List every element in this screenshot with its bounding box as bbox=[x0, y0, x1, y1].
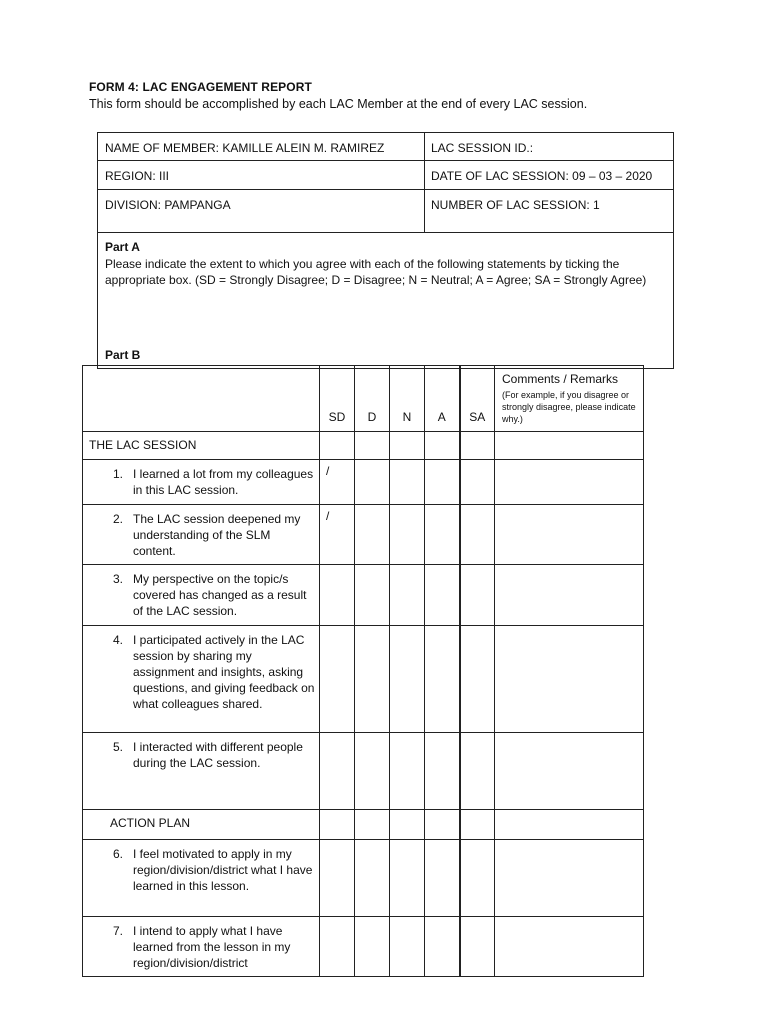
comments-cell[interactable] bbox=[495, 460, 644, 505]
rating-cell[interactable] bbox=[390, 917, 425, 977]
comments-cell[interactable] bbox=[495, 733, 644, 810]
blank-cell bbox=[390, 432, 425, 460]
statement-cell bbox=[83, 505, 320, 565]
comments-cell[interactable] bbox=[495, 626, 644, 733]
blank-cell bbox=[425, 432, 460, 460]
rating-cell[interactable] bbox=[390, 505, 425, 565]
table-row bbox=[83, 626, 644, 733]
rating-cell[interactable] bbox=[355, 733, 390, 810]
statement-cell bbox=[83, 565, 320, 626]
rating-cell[interactable] bbox=[460, 505, 495, 565]
comments-note: (For example, if you disagree or strongly disagree, please indicate why.) bbox=[502, 390, 636, 424]
rating-cell[interactable] bbox=[425, 460, 460, 505]
comments-header bbox=[495, 366, 644, 432]
table-row bbox=[83, 505, 644, 565]
scale-a-header: A bbox=[425, 366, 460, 432]
statement-text: I feel motivated to apply in my region/division/district what I have learned in this lesson. bbox=[133, 847, 313, 893]
rating-cell[interactable] bbox=[460, 917, 495, 977]
rating-sd-cell[interactable]: / bbox=[320, 460, 355, 505]
session-id-field: LAC SESSION ID.: bbox=[431, 141, 534, 155]
rating-cell[interactable] bbox=[460, 733, 495, 810]
statement bbox=[83, 626, 319, 712]
blank-cell bbox=[320, 810, 355, 840]
blank-cell bbox=[425, 810, 460, 840]
rating-cell[interactable] bbox=[460, 840, 495, 917]
statement-text: My perspective on the topic/s covered has changed as a result of the LAC session. bbox=[133, 572, 307, 618]
statement bbox=[83, 733, 319, 771]
blank-cell bbox=[355, 432, 390, 460]
comments-cell[interactable] bbox=[495, 565, 644, 626]
rating-cell[interactable] bbox=[460, 460, 495, 505]
comments-cell[interactable] bbox=[495, 917, 644, 977]
statement bbox=[83, 565, 319, 619]
statement-text: I learned a lot from my colleagues in this LAC session. bbox=[133, 467, 314, 497]
scale-d-header: D bbox=[355, 366, 390, 432]
statement-number: 3. bbox=[112, 572, 123, 586]
blank-cell bbox=[460, 432, 495, 460]
section-label: ACTION PLAN bbox=[83, 810, 320, 840]
statement-number: 5. bbox=[112, 740, 123, 754]
engagement-table bbox=[82, 365, 644, 977]
blank-cell bbox=[390, 810, 425, 840]
statement bbox=[83, 460, 319, 498]
section-row bbox=[83, 432, 644, 460]
rating-cell[interactable] bbox=[355, 840, 390, 917]
rating-sd-cell[interactable] bbox=[320, 626, 355, 733]
comments-cell[interactable] bbox=[495, 505, 644, 565]
table-header-row bbox=[83, 366, 644, 432]
session-number-field: NUMBER OF LAC SESSION: 1 bbox=[431, 198, 600, 212]
rating-sd-cell[interactable] bbox=[320, 565, 355, 626]
member-info-box bbox=[97, 132, 674, 369]
statement-number: 2. bbox=[112, 512, 123, 526]
rating-sd-cell[interactable] bbox=[320, 733, 355, 810]
statement-number: 7. bbox=[112, 924, 123, 938]
rating-cell[interactable] bbox=[390, 626, 425, 733]
rating-cell[interactable] bbox=[425, 733, 460, 810]
rating-cell[interactable] bbox=[390, 733, 425, 810]
rating-cell[interactable] bbox=[425, 505, 460, 565]
statement-number: 1. bbox=[112, 467, 123, 481]
statement-text: I intend to apply what I have learned from the lesson in my region/division/district bbox=[133, 924, 291, 970]
rating-sd-cell[interactable] bbox=[320, 917, 355, 977]
statement bbox=[83, 840, 319, 894]
header-blank-cell bbox=[83, 366, 320, 432]
part-b-title: Part B bbox=[105, 348, 141, 362]
info-row bbox=[98, 161, 673, 190]
rating-cell[interactable] bbox=[425, 565, 460, 626]
rating-cell[interactable] bbox=[460, 565, 495, 626]
info-row bbox=[98, 190, 673, 233]
blank-cell bbox=[320, 432, 355, 460]
rating-cell[interactable] bbox=[425, 626, 460, 733]
scale-sa-header: SA bbox=[460, 366, 495, 432]
blank-cell bbox=[460, 810, 495, 840]
statement-cell bbox=[83, 733, 320, 810]
statement-number: 4. bbox=[112, 633, 123, 647]
table-row bbox=[83, 460, 644, 505]
rating-cell[interactable] bbox=[425, 840, 460, 917]
rating-cell[interactable] bbox=[390, 565, 425, 626]
region-field: REGION: III bbox=[98, 161, 425, 189]
rating-sd-cell[interactable] bbox=[320, 840, 355, 917]
statement-text: I participated actively in the LAC session by sharing my assignment and insights, asking questions, and giving feedback on what colleagues shared. bbox=[133, 633, 315, 711]
statement bbox=[83, 505, 319, 559]
rating-cell[interactable] bbox=[355, 505, 390, 565]
rating-cell[interactable] bbox=[355, 626, 390, 733]
rating-cell[interactable] bbox=[355, 917, 390, 977]
statement-number: 6. bbox=[112, 847, 123, 861]
table-row bbox=[83, 565, 644, 626]
rating-cell[interactable] bbox=[355, 460, 390, 505]
part-a-instructions: Please indicate the extent to which you agree with each of the following statements by ticking the appropriate box. (SD = Strongly Disagree; D = Disagree; N = Neutral; A = Agree; SA = Strongly Agree) bbox=[105, 256, 647, 287]
statement-cell bbox=[83, 917, 320, 977]
statement-text: The LAC session deepened my understanding of the SLM content. bbox=[133, 512, 301, 558]
table-row bbox=[83, 840, 644, 917]
division-field: DIVISION: PAMPANGA bbox=[98, 190, 425, 232]
statement bbox=[83, 917, 319, 971]
rating-cell[interactable] bbox=[460, 626, 495, 733]
statement-cell bbox=[83, 840, 320, 917]
comments-cell[interactable] bbox=[495, 810, 644, 840]
session-date-field: DATE OF LAC SESSION: 09 – 03 – 2020 bbox=[431, 169, 653, 183]
blank-cell bbox=[495, 432, 644, 460]
form-subtitle: This form should be accomplished by each LAC Member at the end of every LAC session. bbox=[89, 97, 588, 111]
section-label: THE LAC SESSION bbox=[83, 432, 320, 460]
rating-cell[interactable] bbox=[425, 917, 460, 977]
comments-title: Comments / Remarks bbox=[502, 372, 619, 386]
part-a-title: Part A bbox=[105, 240, 140, 254]
scale-sd-header: SD bbox=[320, 366, 355, 432]
part-a-section bbox=[105, 239, 667, 289]
form-title: FORM 4: LAC ENGAGEMENT REPORT bbox=[89, 80, 312, 94]
comments-cell[interactable] bbox=[495, 840, 644, 917]
info-row bbox=[98, 133, 673, 161]
table-row bbox=[83, 917, 644, 977]
statement-cell bbox=[83, 626, 320, 733]
section-row bbox=[83, 810, 644, 840]
member-name-field: NAME OF MEMBER: KAMILLE ALEIN M. RAMIREZ bbox=[98, 133, 425, 160]
scale-n-header: N bbox=[390, 366, 425, 432]
table-row bbox=[83, 733, 644, 810]
rating-cell[interactable] bbox=[390, 460, 425, 505]
blank-cell bbox=[355, 810, 390, 840]
rating-sd-cell[interactable]: / bbox=[320, 505, 355, 565]
statement-cell bbox=[83, 460, 320, 505]
rating-cell[interactable] bbox=[355, 565, 390, 626]
statement-text: I interacted with different people during the LAC session. bbox=[133, 740, 303, 770]
rating-cell[interactable] bbox=[390, 840, 425, 917]
